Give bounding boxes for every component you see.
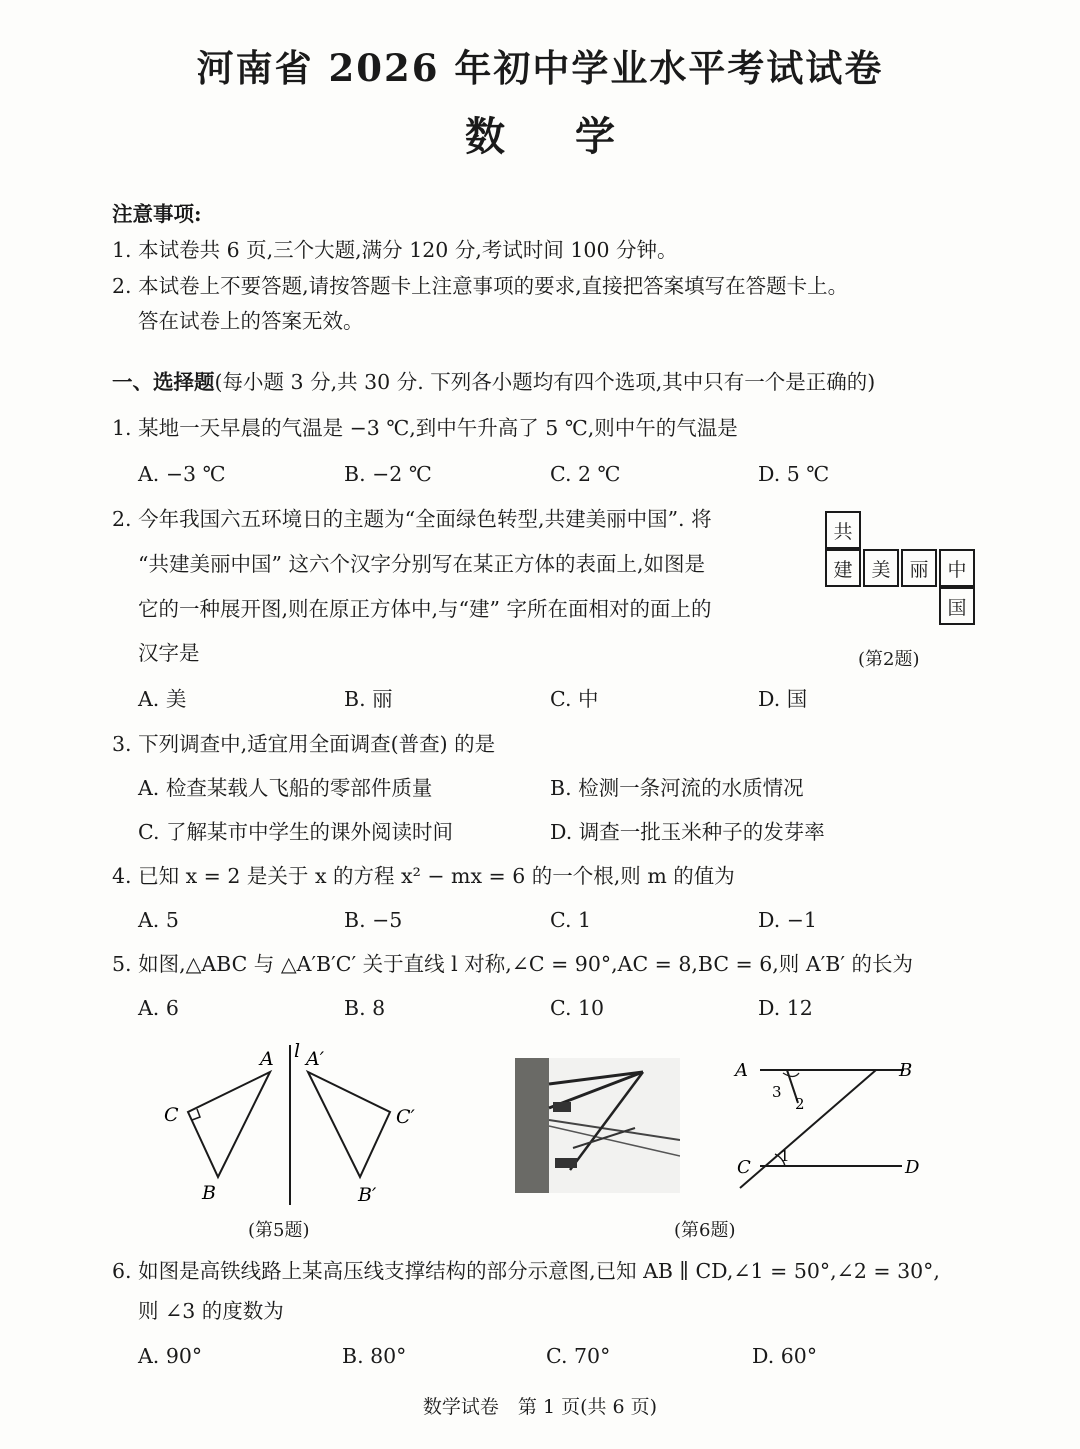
q2-line-3: 它的一种展开图,则在原正方体中,与“建” 字所在面相对的面上的 (138, 597, 712, 621)
q2-line-1: 2. 今年我国六五环境日的主题为“全面绿色转型,共建美丽中国”. 将 (112, 507, 712, 531)
q3-option-b: B. 检测一条河流的水质情况 (550, 776, 804, 800)
angle-mark-3 (783, 1073, 799, 1077)
right-angle-mark (192, 1109, 200, 1120)
section-title: 一、选择题 (112, 370, 215, 394)
q2-option-a: A. 美 (138, 687, 187, 711)
q2-option-c: C. 中 (550, 687, 599, 711)
net-cell-3: 美 (863, 549, 899, 587)
q2-option-d: D. 国 (758, 687, 808, 711)
triangle-a2b2c2 (308, 1072, 390, 1177)
net-cell-6: 国 (939, 587, 975, 625)
q2-caption: (第2题) (858, 649, 920, 670)
q6-figure (732, 1055, 932, 1195)
notice-item-2: 2. 本试卷上不要答题,请按答题卡上注意事项的要求,直接把答案填写在答题卡上。 (112, 274, 849, 298)
q2-option-b: B. 丽 (344, 687, 393, 711)
q5-caption: (第5题) (248, 1220, 310, 1241)
q4-option-c: C. 1 (550, 908, 592, 932)
q4-stem: 4. 已知 x = 2 是关于 x 的方程 x² − mx = 6 的一个根,则 m 的值为 (112, 864, 735, 888)
label-l: l (294, 1040, 301, 1062)
net-cell-1: 共 (825, 511, 861, 549)
q1-option-d: D. 5 ℃ (758, 462, 830, 486)
q5-figure (150, 1035, 450, 1215)
label-a: A (260, 1048, 274, 1070)
q6-line-2: 则 ∠3 的度数为 (138, 1299, 284, 1323)
q5-option-c: C. 10 (550, 996, 605, 1020)
q5-option-a: A. 6 (138, 996, 179, 1020)
q3-stem: 3. 下列调查中,适宜用全面调查(普查) 的是 (112, 732, 496, 756)
insulator-icon (553, 1102, 571, 1112)
q1-stem: 1. 某地一天早晨的气温是 −3 ℃,到中午升高了 5 ℃,则中午的气温是 (112, 416, 738, 440)
transversal-line (740, 1070, 876, 1188)
q1-option-c: C. 2 ℃ (550, 462, 621, 486)
notice-heading: 注意事项: (112, 202, 202, 226)
q4-option-d: D. −1 (758, 908, 817, 932)
exam-title: 河南省 2026 年初中学业水平考试试卷 (196, 46, 884, 90)
label-b: B (899, 1060, 913, 1081)
triangle-abc (188, 1072, 270, 1177)
pole-icon (515, 1058, 549, 1193)
q3-option-d: D. 调查一批玉米种子的发芽率 (550, 820, 825, 844)
section-heading (112, 368, 875, 396)
label-angle-1: 1 (780, 1147, 790, 1165)
net-cell-4: 丽 (901, 549, 937, 587)
q1-option-b: B. −2 ℃ (344, 462, 432, 486)
q6-photo-illustration (515, 1058, 680, 1193)
q6-option-a: A. 90° (138, 1344, 203, 1368)
label-b-prime: B′ (358, 1184, 377, 1206)
q6-option-b: B. 80° (342, 1344, 407, 1368)
label-c: C (164, 1104, 179, 1126)
insulator-icon (555, 1158, 577, 1168)
q6-option-d: D. 60° (752, 1344, 818, 1368)
q6-line-1: 6. 如图是高铁线路上某高压线支撑结构的部分示意图,已知 AB ∥ CD,∠1 = 50°,∠2 = 30°, (112, 1259, 940, 1283)
q6-option-c: C. 70° (546, 1344, 611, 1368)
label-d: D (905, 1157, 920, 1178)
section-desc: (每小题 3 分,共 30 分. 下列各小题均有四个选项,其中只有一个是正确的) (214, 370, 876, 394)
label-angle-2: 2 (795, 1095, 805, 1113)
q4-option-b: B. −5 (344, 908, 403, 932)
label-angle-3: 3 (772, 1083, 782, 1101)
q6-caption: (第6题) (674, 1220, 736, 1241)
q1-option-a: A. −3 ℃ (138, 462, 226, 486)
net-cell-2: 建 (825, 549, 861, 587)
q3-option-a: A. 检查某载人飞船的零部件质量 (138, 776, 433, 800)
q2-line-2: “共建美丽中国” 这六个汉字分别写在某正方体的表面上,如图是 (138, 552, 705, 576)
label-c: C (737, 1157, 751, 1178)
q4-option-a: A. 5 (138, 908, 179, 932)
q5-option-d: D. 12 (758, 996, 813, 1020)
q3-option-c: C. 了解某市中学生的课外阅读时间 (138, 820, 453, 844)
label-c-prime: C′ (396, 1106, 415, 1128)
label-a: A (735, 1060, 748, 1081)
label-a-prime: A′ (306, 1048, 325, 1070)
net-cell-5: 中 (939, 549, 975, 587)
notice-item-1: 1. 本试卷共 6 页,三个大题,满分 120 分,考试时间 100 分钟。 (112, 238, 678, 262)
q5-option-b: B. 8 (344, 996, 386, 1020)
notice-item-2-cont: 答在试卷上的答案无效。 (138, 309, 364, 333)
page-footer: 数学试卷 第 1 页(共 6 页) (422, 1396, 658, 1418)
q2-line-4: 汉字是 (138, 641, 200, 665)
label-b: B (202, 1182, 216, 1204)
q5-stem: 5. 如图,△ABC 与 △A′B′C′ 关于直线 l 对称,∠C = 90°,AC = 8,BC = 6,则 A′B′ 的长为 (112, 952, 914, 976)
subject-title: 数学 (465, 113, 685, 160)
